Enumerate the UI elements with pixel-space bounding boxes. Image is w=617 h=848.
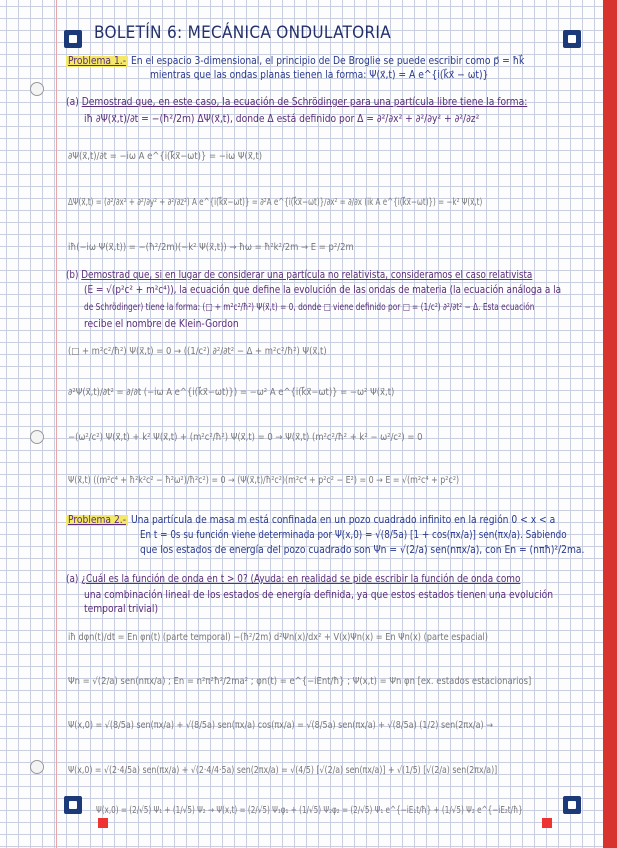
problem-2a-line-3: temporal trivial) [84,604,159,615]
problem-2a-line-2: una combinación lineal de los estados de energía definida, ya que estos estados tienen una evolución [84,590,554,601]
work-line: ∂²Ψ(x⃗,t)/∂t² = ∂/∂t (−iω A e^{i(k⃗x⃗−ωt)}) = −ω² A e^{i(k⃗x⃗−ωt)} = −ω² Ψ(x⃗,t) [68,387,395,398]
corner-logo-icon [64,30,82,48]
problem-2-line-2: En t = 0s su función viene determinada por Ψ(x,0) = √(8/5a) [1 + cos(πx/a)] sen(πx/a). Sabiendo [140,530,567,541]
work-line: Ψ(x,0) = (2/√5) Ψ₁ + (1/√5) Ψ₂ → Ψ(x,t) = (2/√5) Ψ₁φ₁ + (1/√5) Ψ₂φ₂ = (2/√5) Ψ₁ e^{−iE₁t/ħ} + (1/√5) Ψ₂ e^{−iE₂t/ħ} [96,805,523,816]
work-line: iħ dφn(t)/dt = En φn(t) (parte temporal) −(ħ²/2m) d²Ψn(x)/dx² + V(x)Ψn(x) = En Ψn(x) (parte espacial) [68,632,488,643]
corner-red-mark [542,818,552,828]
problem-2-line-3: que los estados de energía del pozo cuadrado son Ψn = √(2/a) sen(nπx/a), con En = (nπħ)²/2ma. [140,545,585,556]
problem-1b-statement: (b) Demostrad que, si en lugar de considerar una partícula no relativista, consideramos el caso relativista [66,270,533,281]
problem-1-label: Problema 1.- [68,56,127,67]
problem-1a-line-2: iħ ∂Ψ(x⃗,t)/∂t = −(ħ²/2m) ΔΨ(x⃗,t), donde Δ está definido por Δ = ∂²/∂x² + ∂²/∂y² + ∂²/∂z² [84,114,480,125]
work-line: ΔΨ(x⃗,t) = (∂²/∂x² + ∂²/∂y² + ∂²/∂z²) A e^{i(k⃗x⃗−ωt)} = ∂²A e^{i(k⃗x⃗−ωt)}/∂x² = ∂/∂x (ik A e^{i(k⃗x⃗−ωt)}) = −k² Ψ(x⃗,t) [68,197,483,208]
problem-2a-statement: (a) ¿Cuál es la función de onda en t > 0? (Ayuda: en realidad se pide escribir la función de onda como [66,574,521,585]
corner-logo-icon [64,796,82,814]
problem-1a-statement: (a) Demostrad que, en este caso, la ecuación de Schrödinger para una partícula libre tiene la forma: [66,97,528,108]
work-line: iħ(−iω Ψ(x⃗,t)) = −(ħ²/2m)(−k² Ψ(x⃗,t)) → ħω = ħ²k²/2m → E = p²/2m [68,242,354,253]
binder-ring [30,82,44,96]
problem-2-label: Problema 2.- [68,515,127,526]
problem-1-line-2: mientras que las ondas planas tienen la forma: Ψ(x⃗,t) = A e^{i(k⃗x⃗ − ωt)} [150,70,489,81]
work-line: Ψ(x,0) = √(2·4/5a) sen(πx/a) + √(2·4/4·5a) sen(2πx/a) = √(4/5) [√(2/a) sen(πx/a)] + √(1/5) [√(2/a) sen(2πx/a)] [68,765,498,776]
page-title: BOLETÍN 6: MECÁNICA ONDULATORIA [94,23,391,43]
binder-ring [30,760,44,774]
corner-red-mark [98,818,108,828]
margin-line [56,0,57,848]
work-line: −(ω²/c²) Ψ(x⃗,t) + k² Ψ(x⃗,t) + (m²c²/ħ²) Ψ(x⃗,t) = 0 → Ψ(x⃗,t) (m²c²/ħ² + k² − ω²/c²) = 0 [68,432,423,443]
problem-1b-line-3: de Schrödinger) tiene la forma: (□ + m²c²/ħ²) Ψ(x⃗,t) = 0, donde □ viene definido por □ = (1/c²) ∂²/∂t² − Δ. Esta ecuación [84,302,535,313]
work-line: ∂Ψ(x⃗,t)/∂t = −iω A e^{i(k⃗x⃗−ωt)} = −iω Ψ(x⃗,t) [68,151,263,162]
corner-logo-icon [563,796,581,814]
problem-2-statement: Problema 2.- Una partícula de masa m está confinada en un pozo cuadrado infinito en la región 0 < x < a [68,515,556,526]
binder-ring [30,430,44,444]
page-red-edge [603,0,617,848]
work-line: Ψ(x,0) = √(8/5a) sen(πx/a) + √(8/5a) sen(πx/a) cos(πx/a) = √(8/5a) sen(πx/a) + √(8/5a) (1/2) sen(2πx/a) → [68,720,493,731]
problem-1b-line-4: recibe el nombre de Klein-Gordon [84,319,239,330]
problem-1b-line-2: (E = √(p²c² + m²c⁴)), la ecuación que define la evolución de las ondas de materia (la ecuación análoga a la [84,285,562,296]
corner-logo-icon [563,30,581,48]
work-line: (□ + m²c²/ħ²) Ψ(x⃗,t) = 0 → ((1/c²) ∂²/∂t² − Δ + m²c²/ħ²) Ψ(x⃗,t) [68,346,327,357]
work-line: Ψn = √(2/a) sen(nπx/a) ; En = n²π²ħ²/2ma² ; φn(t) = e^{−iEnt/ħ} ; Ψ(x,t) = Ψn φn [ex. estados estacionarios] [68,676,532,687]
work-line: Ψ(x⃗,t) ((m²c⁴ + ħ²k²c² − ħ²ω²)/ħ²c²) = 0 → (Ψ(x⃗,t)/ħ²c²)(m²c⁴ + p²c² − E²) = 0 → E = √(m²c⁴ + p²c²) [68,475,460,486]
problem-1-statement: Problema 1.- En el espacio 3-dimensional, el principio de De Broglie se puede escribir como p⃗ = ħk⃗ [68,56,525,67]
